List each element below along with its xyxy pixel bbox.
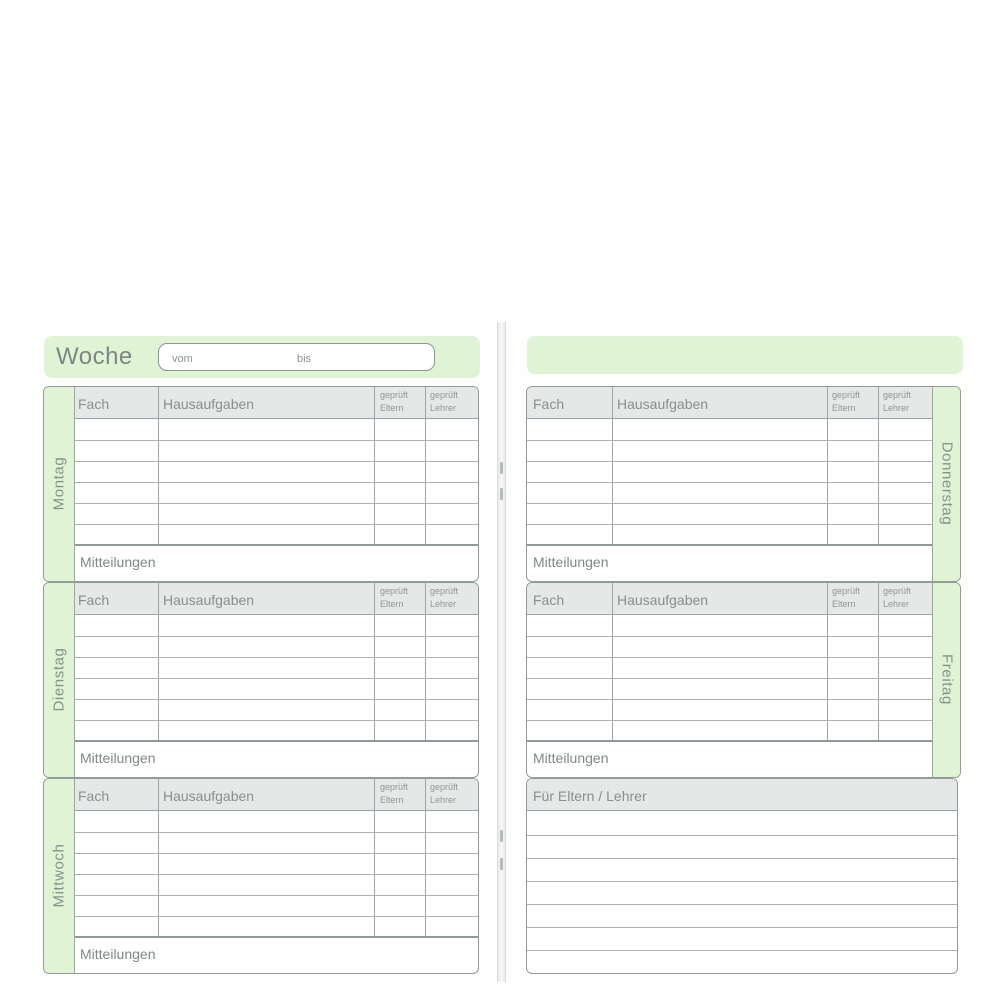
day-label-dienstag: Dienstag bbox=[50, 647, 68, 712]
messages-separator bbox=[75, 544, 479, 546]
day-label-donnerstag: Donnerstag bbox=[938, 441, 956, 526]
column-header-row bbox=[75, 779, 479, 811]
homework-header: Hausaufgaben bbox=[617, 396, 709, 412]
row-line bbox=[75, 678, 479, 679]
subject-header: Fach bbox=[78, 788, 110, 804]
row-line bbox=[75, 524, 479, 525]
day-label-freitag: Freitag bbox=[938, 654, 956, 705]
col-divider bbox=[425, 583, 426, 741]
subject-header: Fach bbox=[533, 592, 565, 608]
subject-header: Fach bbox=[78, 396, 110, 412]
row-line bbox=[527, 678, 932, 679]
col-divider bbox=[158, 583, 159, 741]
col-divider bbox=[612, 387, 613, 545]
day-block-mittwoch bbox=[43, 778, 479, 974]
row-line bbox=[527, 461, 932, 462]
col-divider bbox=[425, 779, 426, 937]
subject-header: Fach bbox=[533, 396, 565, 412]
note-line bbox=[527, 858, 958, 859]
checked-teacher-header: geprüft Lehrer bbox=[883, 586, 912, 609]
col-divider bbox=[425, 387, 426, 545]
homework-header: Hausaufgaben bbox=[163, 396, 255, 412]
day-block-montag bbox=[43, 386, 479, 582]
col-divider bbox=[158, 779, 159, 937]
homework-header: Hausaufgaben bbox=[163, 788, 255, 804]
note-line bbox=[527, 881, 958, 882]
col-divider bbox=[374, 387, 375, 545]
row-line bbox=[75, 461, 479, 462]
checked-parents-header: geprüft Eltern bbox=[380, 782, 409, 805]
row-line bbox=[527, 503, 932, 504]
day-label-mittwoch: Mittwoch bbox=[50, 843, 68, 908]
subject-header: Fach bbox=[78, 592, 110, 608]
checked-teacher-header: geprüft Lehrer bbox=[430, 390, 459, 413]
checked-parents-header: geprüft Eltern bbox=[832, 390, 861, 413]
row-line bbox=[75, 895, 479, 896]
note-line bbox=[527, 835, 958, 836]
staple-bottom bbox=[500, 830, 503, 842]
day-label-montag: Montag bbox=[50, 456, 68, 511]
book-gutter bbox=[498, 322, 505, 982]
messages-label: Mitteilungen bbox=[80, 554, 156, 570]
messages-separator bbox=[75, 936, 479, 938]
note-line bbox=[527, 904, 958, 905]
row-line bbox=[75, 832, 479, 833]
week-title: Woche bbox=[56, 343, 133, 370]
note-line bbox=[527, 927, 958, 928]
row-line bbox=[527, 482, 932, 483]
messages-label: Mitteilungen bbox=[80, 750, 156, 766]
row-line bbox=[527, 440, 932, 441]
row-line bbox=[527, 720, 932, 721]
checked-parents-header: geprüft Eltern bbox=[832, 586, 861, 609]
to-label: bis bbox=[297, 353, 312, 365]
checked-teacher-header: geprüft Lehrer bbox=[883, 390, 912, 413]
column-header-row bbox=[527, 583, 932, 615]
row-line bbox=[75, 699, 479, 700]
row-line bbox=[527, 524, 932, 525]
col-divider bbox=[827, 583, 828, 741]
day-block-dienstag bbox=[43, 582, 479, 778]
checked-teacher-header: geprüft Lehrer bbox=[430, 586, 459, 609]
row-line bbox=[75, 853, 479, 854]
checked-parents-header: geprüft Eltern bbox=[380, 390, 409, 413]
checked-teacher-header: geprüft Lehrer bbox=[430, 782, 459, 805]
row-line bbox=[527, 699, 932, 700]
col-divider bbox=[158, 387, 159, 545]
row-line bbox=[75, 874, 479, 875]
right-header-bar bbox=[527, 336, 963, 374]
messages-separator bbox=[527, 544, 932, 546]
col-divider bbox=[374, 583, 375, 741]
column-header-row bbox=[527, 387, 932, 419]
row-line bbox=[75, 916, 479, 917]
messages-separator bbox=[527, 740, 932, 742]
messages-separator bbox=[75, 740, 479, 742]
day-block-freitag bbox=[526, 582, 961, 778]
row-line bbox=[527, 636, 932, 637]
staple-bottom-2 bbox=[500, 858, 503, 870]
messages-label: Mitteilungen bbox=[533, 554, 609, 570]
from-label: vom bbox=[172, 353, 193, 365]
column-header-row bbox=[75, 583, 479, 615]
row-line bbox=[75, 503, 479, 504]
row-line bbox=[75, 720, 479, 721]
column-header-row bbox=[75, 387, 479, 419]
row-line bbox=[75, 482, 479, 483]
homework-header: Hausaufgaben bbox=[163, 592, 255, 608]
col-divider bbox=[827, 387, 828, 545]
notes-block bbox=[526, 778, 958, 974]
note-line bbox=[527, 950, 958, 951]
day-block-donnerstag bbox=[526, 386, 961, 582]
checked-parents-header: geprüft Eltern bbox=[380, 586, 409, 609]
row-line bbox=[75, 440, 479, 441]
row-line bbox=[527, 657, 932, 658]
messages-label: Mitteilungen bbox=[80, 946, 156, 962]
col-divider bbox=[878, 583, 879, 741]
staple-top bbox=[500, 462, 503, 474]
col-divider bbox=[878, 387, 879, 545]
row-line bbox=[75, 636, 479, 637]
row-line bbox=[75, 657, 479, 658]
notes-title: Für Eltern / Lehrer bbox=[533, 788, 647, 804]
col-divider bbox=[612, 583, 613, 741]
homework-header: Hausaufgaben bbox=[617, 592, 709, 608]
col-divider bbox=[374, 779, 375, 937]
messages-label: Mitteilungen bbox=[533, 750, 609, 766]
staple-top-2 bbox=[500, 488, 503, 500]
